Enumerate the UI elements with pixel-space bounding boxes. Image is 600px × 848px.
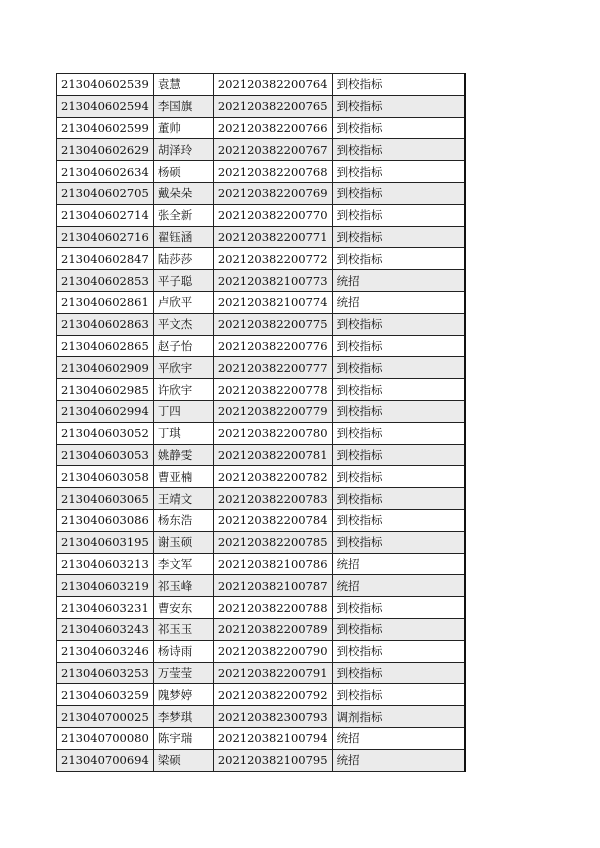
table-row	[57, 553, 465, 575]
table-row	[57, 618, 465, 640]
table-row	[57, 357, 465, 379]
exam-id-cell: 213040602714	[57, 204, 154, 226]
table-row	[57, 531, 465, 553]
table-row	[57, 684, 465, 706]
student-name-cell: 梁硕	[153, 749, 213, 771]
student-name-cell: 袁慧	[153, 74, 213, 96]
record-number-cell: 202120382100786	[213, 553, 332, 575]
record-number-cell: 202120382200764	[213, 74, 332, 96]
record-number-cell: 202120382100787	[213, 575, 332, 597]
student-name-cell: 隗梦婷	[153, 684, 213, 706]
admission-type-cell: 到校指标	[332, 684, 465, 706]
admission-type-cell: 到校指标	[332, 335, 465, 357]
exam-id-cell: 213040603195	[57, 531, 154, 553]
admission-type-cell: 到校指标	[332, 597, 465, 619]
student-name-cell: 杨东浩	[153, 509, 213, 531]
admission-type-cell: 统招	[332, 291, 465, 313]
student-name-cell: 陈宇瑞	[153, 727, 213, 749]
student-name-cell: 平子聪	[153, 270, 213, 292]
record-number-cell: 202120382200769	[213, 182, 332, 204]
record-number-cell: 202120382200781	[213, 444, 332, 466]
admission-table	[56, 73, 466, 772]
record-number-cell: 202120382200783	[213, 488, 332, 510]
record-number-cell: 202120382200777	[213, 357, 332, 379]
record-number-cell: 202120382200770	[213, 204, 332, 226]
exam-id-cell: 213040602594	[57, 95, 154, 117]
student-name-cell: 曹安东	[153, 597, 213, 619]
record-number-cell: 202120382200791	[213, 662, 332, 684]
student-name-cell: 戴朵朵	[153, 182, 213, 204]
student-name-cell: 李国旗	[153, 95, 213, 117]
admission-type-cell: 到校指标	[332, 509, 465, 531]
record-number-cell: 202120382200784	[213, 509, 332, 531]
student-name-cell: 祁玉峰	[153, 575, 213, 597]
exam-id-cell: 213040602634	[57, 161, 154, 183]
record-number-cell: 202120382200789	[213, 618, 332, 640]
record-number-cell: 202120382200779	[213, 400, 332, 422]
admission-type-cell: 到校指标	[332, 204, 465, 226]
student-name-cell: 平文杰	[153, 313, 213, 335]
student-name-cell: 董帅	[153, 117, 213, 139]
admission-type-cell: 统招	[332, 575, 465, 597]
table-row	[57, 444, 465, 466]
student-name-cell: 陆莎莎	[153, 248, 213, 270]
exam-id-cell: 213040602865	[57, 335, 154, 357]
exam-id-cell: 213040603219	[57, 575, 154, 597]
table-row	[57, 727, 465, 749]
admission-type-cell: 到校指标	[332, 422, 465, 444]
admission-type-cell: 到校指标	[332, 531, 465, 553]
admission-type-cell: 到校指标	[332, 95, 465, 117]
student-name-cell: 祁玉玉	[153, 618, 213, 640]
exam-id-cell: 213040603253	[57, 662, 154, 684]
admission-type-cell: 到校指标	[332, 161, 465, 183]
exam-id-cell: 213040603058	[57, 466, 154, 488]
admission-type-cell: 到校指标	[332, 248, 465, 270]
admission-type-cell: 统招	[332, 749, 465, 771]
table-row	[57, 313, 465, 335]
admission-type-cell: 到校指标	[332, 400, 465, 422]
record-number-cell: 202120382200780	[213, 422, 332, 444]
exam-id-cell: 213040603065	[57, 488, 154, 510]
table-row	[57, 422, 465, 444]
admission-type-cell: 到校指标	[332, 444, 465, 466]
exam-id-cell: 213040602861	[57, 291, 154, 313]
table-row	[57, 662, 465, 684]
record-number-cell: 202120382200788	[213, 597, 332, 619]
table-row	[57, 95, 465, 117]
student-name-cell: 王靖文	[153, 488, 213, 510]
exam-id-cell: 213040602853	[57, 270, 154, 292]
table-row	[57, 291, 465, 313]
admission-type-cell: 到校指标	[332, 182, 465, 204]
table-row	[57, 400, 465, 422]
record-number-cell: 202120382100795	[213, 749, 332, 771]
admission-type-cell: 到校指标	[332, 466, 465, 488]
table-row	[57, 575, 465, 597]
student-name-cell: 万莹莹	[153, 662, 213, 684]
admission-type-cell: 统招	[332, 270, 465, 292]
admission-type-cell: 调剂指标	[332, 706, 465, 728]
admission-type-cell: 到校指标	[332, 139, 465, 161]
admission-type-cell: 到校指标	[332, 662, 465, 684]
admission-type-cell: 到校指标	[332, 488, 465, 510]
exam-id-cell: 213040603231	[57, 597, 154, 619]
record-number-cell: 202120382300793	[213, 706, 332, 728]
record-number-cell: 202120382200767	[213, 139, 332, 161]
record-number-cell: 202120382200778	[213, 379, 332, 401]
exam-id-cell: 213040603243	[57, 618, 154, 640]
student-name-cell: 谢玉硕	[153, 531, 213, 553]
student-name-cell: 丁四	[153, 400, 213, 422]
student-name-cell: 李梦琪	[153, 706, 213, 728]
student-name-cell: 姚静雯	[153, 444, 213, 466]
table-row	[57, 139, 465, 161]
student-name-cell: 曹亚楠	[153, 466, 213, 488]
exam-id-cell: 213040603246	[57, 640, 154, 662]
table-row	[57, 335, 465, 357]
exam-id-cell: 213040602716	[57, 226, 154, 248]
admission-type-cell: 统招	[332, 727, 465, 749]
exam-id-cell: 213040602705	[57, 182, 154, 204]
student-name-cell: 胡泽玲	[153, 139, 213, 161]
exam-id-cell: 213040603259	[57, 684, 154, 706]
exam-id-cell: 213040603086	[57, 509, 154, 531]
table-row	[57, 74, 465, 96]
student-name-cell: 张全新	[153, 204, 213, 226]
admission-type-cell: 到校指标	[332, 226, 465, 248]
record-number-cell: 202120382100774	[213, 291, 332, 313]
student-name-cell: 许欣宇	[153, 379, 213, 401]
table-row	[57, 270, 465, 292]
exam-id-cell: 213040603053	[57, 444, 154, 466]
exam-id-cell: 213040603213	[57, 553, 154, 575]
admission-type-cell: 统招	[332, 553, 465, 575]
record-number-cell: 202120382200765	[213, 95, 332, 117]
table-row	[57, 488, 465, 510]
exam-id-cell: 213040603052	[57, 422, 154, 444]
admission-type-cell: 到校指标	[332, 357, 465, 379]
admission-type-cell: 到校指标	[332, 117, 465, 139]
record-number-cell: 202120382100794	[213, 727, 332, 749]
student-name-cell: 平欣宇	[153, 357, 213, 379]
exam-id-cell: 213040700694	[57, 749, 154, 771]
student-name-cell: 卢欣平	[153, 291, 213, 313]
record-number-cell: 202120382200776	[213, 335, 332, 357]
exam-id-cell: 213040602629	[57, 139, 154, 161]
exam-id-cell: 213040700080	[57, 727, 154, 749]
table-body	[57, 74, 465, 772]
exam-id-cell: 213040700025	[57, 706, 154, 728]
student-name-cell: 杨诗雨	[153, 640, 213, 662]
admission-type-cell: 到校指标	[332, 379, 465, 401]
admission-type-cell: 到校指标	[332, 74, 465, 96]
table-row	[57, 706, 465, 728]
table-row	[57, 640, 465, 662]
record-number-cell: 202120382200775	[213, 313, 332, 335]
table-row	[57, 379, 465, 401]
table-row	[57, 749, 465, 771]
table-row	[57, 509, 465, 531]
exam-id-cell: 213040602994	[57, 400, 154, 422]
admission-type-cell: 到校指标	[332, 618, 465, 640]
table-row	[57, 161, 465, 183]
exam-id-cell: 213040602909	[57, 357, 154, 379]
record-number-cell: 202120382200771	[213, 226, 332, 248]
record-number-cell: 202120382200792	[213, 684, 332, 706]
exam-id-cell: 213040602863	[57, 313, 154, 335]
table-row	[57, 466, 465, 488]
table-row	[57, 117, 465, 139]
record-number-cell: 202120382200766	[213, 117, 332, 139]
table-row	[57, 226, 465, 248]
record-number-cell: 202120382100773	[213, 270, 332, 292]
record-number-cell: 202120382200785	[213, 531, 332, 553]
record-number-cell: 202120382200782	[213, 466, 332, 488]
student-name-cell: 翟钰涵	[153, 226, 213, 248]
student-name-cell: 丁琪	[153, 422, 213, 444]
table-row	[57, 204, 465, 226]
record-number-cell: 202120382200790	[213, 640, 332, 662]
table-row	[57, 182, 465, 204]
table-row	[57, 597, 465, 619]
exam-id-cell: 213040602539	[57, 74, 154, 96]
admission-type-cell: 到校指标	[332, 640, 465, 662]
table-row	[57, 248, 465, 270]
exam-id-cell: 213040602599	[57, 117, 154, 139]
record-number-cell: 202120382200772	[213, 248, 332, 270]
admission-type-cell: 到校指标	[332, 313, 465, 335]
exam-id-cell: 213040602847	[57, 248, 154, 270]
student-name-cell: 赵子怡	[153, 335, 213, 357]
exam-id-cell: 213040602985	[57, 379, 154, 401]
record-number-cell: 202120382200768	[213, 161, 332, 183]
student-name-cell: 李文军	[153, 553, 213, 575]
student-name-cell: 杨硕	[153, 161, 213, 183]
